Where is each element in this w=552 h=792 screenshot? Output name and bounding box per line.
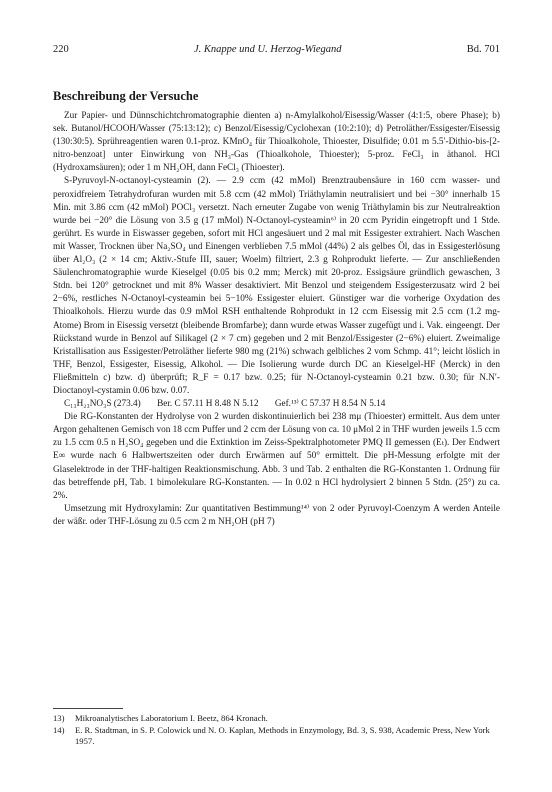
section-title: Beschreibung der Versuche bbox=[53, 89, 199, 103]
footnote-number: 13) bbox=[53, 713, 65, 723]
running-authors: J. Knappe und U. Herzog-Wiegand bbox=[193, 44, 342, 55]
paragraph-chromatography: Zur Papier- und Dünnschichtchromatographie dienten a) n-Amylalkohol/Eisessig/Wasser (4:1:5, obere Phase); b) sek. Butanol/HCOOH/Wasser (75:13:12); c) Benzol/Eisessig/Cyclohexan (10:2:10); d) Petroläther/Essigester/Eisessig (130:30:5). Sprühreagentien waren 0.1-proz. KMnO₄ für Thioalkohole, Thioester, Disulfide; 0.01 m 5.5′-Dithio-bis-[2-nitro-benzoat] unter Einwirkung von NH₃-Gas (Thioalkohole, Thioester); 5-proz. FeCl₃ in äthanol. HCl (Hydroxamsäuren); oder 1 m NH₂OH, dann FeCl₃ (Thioester). bbox=[53, 111, 500, 174]
formula-text: C₁₃H₂₃NO₃S (273.4) bbox=[64, 399, 141, 410]
document-page bbox=[53, 44, 500, 747]
footnote-text: Mikroanalytisches Laboratorium I. Beetz, 864 Kronach. bbox=[75, 713, 268, 723]
footnote-14 bbox=[53, 725, 500, 748]
elemental-analysis bbox=[53, 398, 500, 411]
calculated-values: Ber. C 57.11 H 8.48 N 5.12 bbox=[157, 399, 259, 410]
footnote-13 bbox=[53, 713, 500, 725]
paragraph-hydrolysis: Die RG-Konstanten der Hydrolyse von 2 wurden diskontinuierlich bei 238 mμ (Thioester) ermittelt. Aus dem unter Argon gehaltenen Gemisch von 18 ccm Puffer und 2 ccm der Lösung von ca. 10 μMol 2 in THF wurden jeweils 1.5 ccm zu 1.5 ccm 0.5 n H₂SO₄ gegeben und die Extinktion im Zeiss-Spektralphotometer PMQ II gemessen (Eₜ). Der Endwert E∞ wurde nach 6 Halbwertszeiten oder durch Erwärmen auf 50° ermittelt. Die pH-Messung erfolgte mit der Glaselektrode in der THF-haltigen Reaktionsmischung. Abb. 3 und Tab. 2 enthalten die RG-Konstanten 1. Ordnung für das betreffende pH, Tab. 1 bimolekulare RG-Konstanten. — In 0.02 n HCl hydrolysiert 2 binnen 5 Stdn. (25°) zu ca. 2%. bbox=[53, 412, 500, 501]
found-values: Gef.¹³⁾ C 57.37 H 8.54 N 5.14 bbox=[274, 399, 386, 410]
page-number: 220 bbox=[53, 44, 69, 55]
paragraph-synthesis: S-Pyruvoyl-N-octanoyl-cysteamin (2). — 2.9 ccm (42 mMol) Brenztraubensäure in 160 ccm wasser- und peroxidfreiem Tetrahydrofuran wurden mit 5.8 ccm (42 mMol) Triäthylamin neutralisiert und bei −30° innerhalb 15 Min. mit 3.86 ccm (42 mMol) POCl₃ versetzt. Nach erneuter Zugabe von wenig Triäthylamin bis zur Neutralreaktion wurde bei −20° die Lösung von 3.5 g (17 mMol) N-Octanoyl-cysteamin⁶⁾ in 20 ccm Pyridin eingetropft und 1 Stde. gerührt. Es wurde in Eiswasser gegeben, sofort mit HCl angesäuert und 2 mal mit Essigester extrahiert. Nach Waschen mit Wasser, Trocknen über Na₂SO₄ und Einengen verblieben 7.5 mMol (44%) 2 als gelbes Öl, das in Essigesterlösung über Al₂O₃ (2 × 14 cm; Aktiv.-Stufe III, sauer; Woelm) filtriert, 2.3 g Rohprodukt lieferte. — Zur anschließenden Säulenchromatographie wurde Kieselgel (0.05 bis 0.2 mm; Merck) mit 20-proz. Essigsäure gründlich gewaschen, 3 Stdn. bei 120° getrocknet und mit 8% Wasser desaktiviert. Mit Benzol und steigendem Essigesterzusatz wird 2 bei 2−6%, restliches N-Octanoyl-cysteamin bei 5−10% Essigester eluiert. Günstiger war die vorherige Oxydation des Thioalkohols. Hierzu wurde das 0.9 mMol RSH enthaltende Rohprodukt in 12 ccm Eisessig mit 2.5 ccm (1.2 mg-Atome) Brom in Eisessig versetzt (bleibende Bromfarbe); dann wurde etwas Wasser zugefügt und i. Vak. eingeengt. Der Rückstand wurde in Benzol auf Silikagel (2 × 7 cm) gegeben und 2 mit Benzol/Essigester (2−6%) eluiert. Zweimalige Kristallisation aus Essigester/Petroläther lieferte 980 mg (21%) schwach gelbliches 2 vom Schmp. 41°; leicht löslich in THF, Benzol, Essigester, Eisessig, Alkohol. — Die Isolierung wurde durch DC an Kieselgel-HF (Merck) in den Fließmitteln c) bzw. d) überprüft; R_F = 0.17 bzw. 0.25; für N-Octanoyl-cysteamin 0.21 bzw. 0.30; für N.N′-Dioctanoyl-cystamin 0.06 bzw. 0.07. bbox=[53, 176, 500, 396]
footnotes bbox=[53, 713, 500, 748]
running-header bbox=[53, 44, 500, 60]
footnote-text: E. R. Stadtman, in S. P. Colowick und N. O. Kaplan, Methods in Enzymology, Bd. 3, S. 938, Academic Press, New York 1957. bbox=[75, 724, 490, 747]
footnote-divider bbox=[53, 708, 123, 709]
footnote-number: 14) bbox=[53, 724, 65, 735]
paragraph-hydroxylamine: Umsetzung mit Hydroxylamin: Zur quantitativen Bestimmung¹⁴⁾ von 2 oder Pyruvoyl-Coenzym A werden Anteile der wäßr. oder THF-Lösung zu 0.5 ccm 2 m NH₂OH (pH 7) bbox=[53, 503, 500, 527]
volume-number: Bd. 701 bbox=[466, 44, 500, 55]
